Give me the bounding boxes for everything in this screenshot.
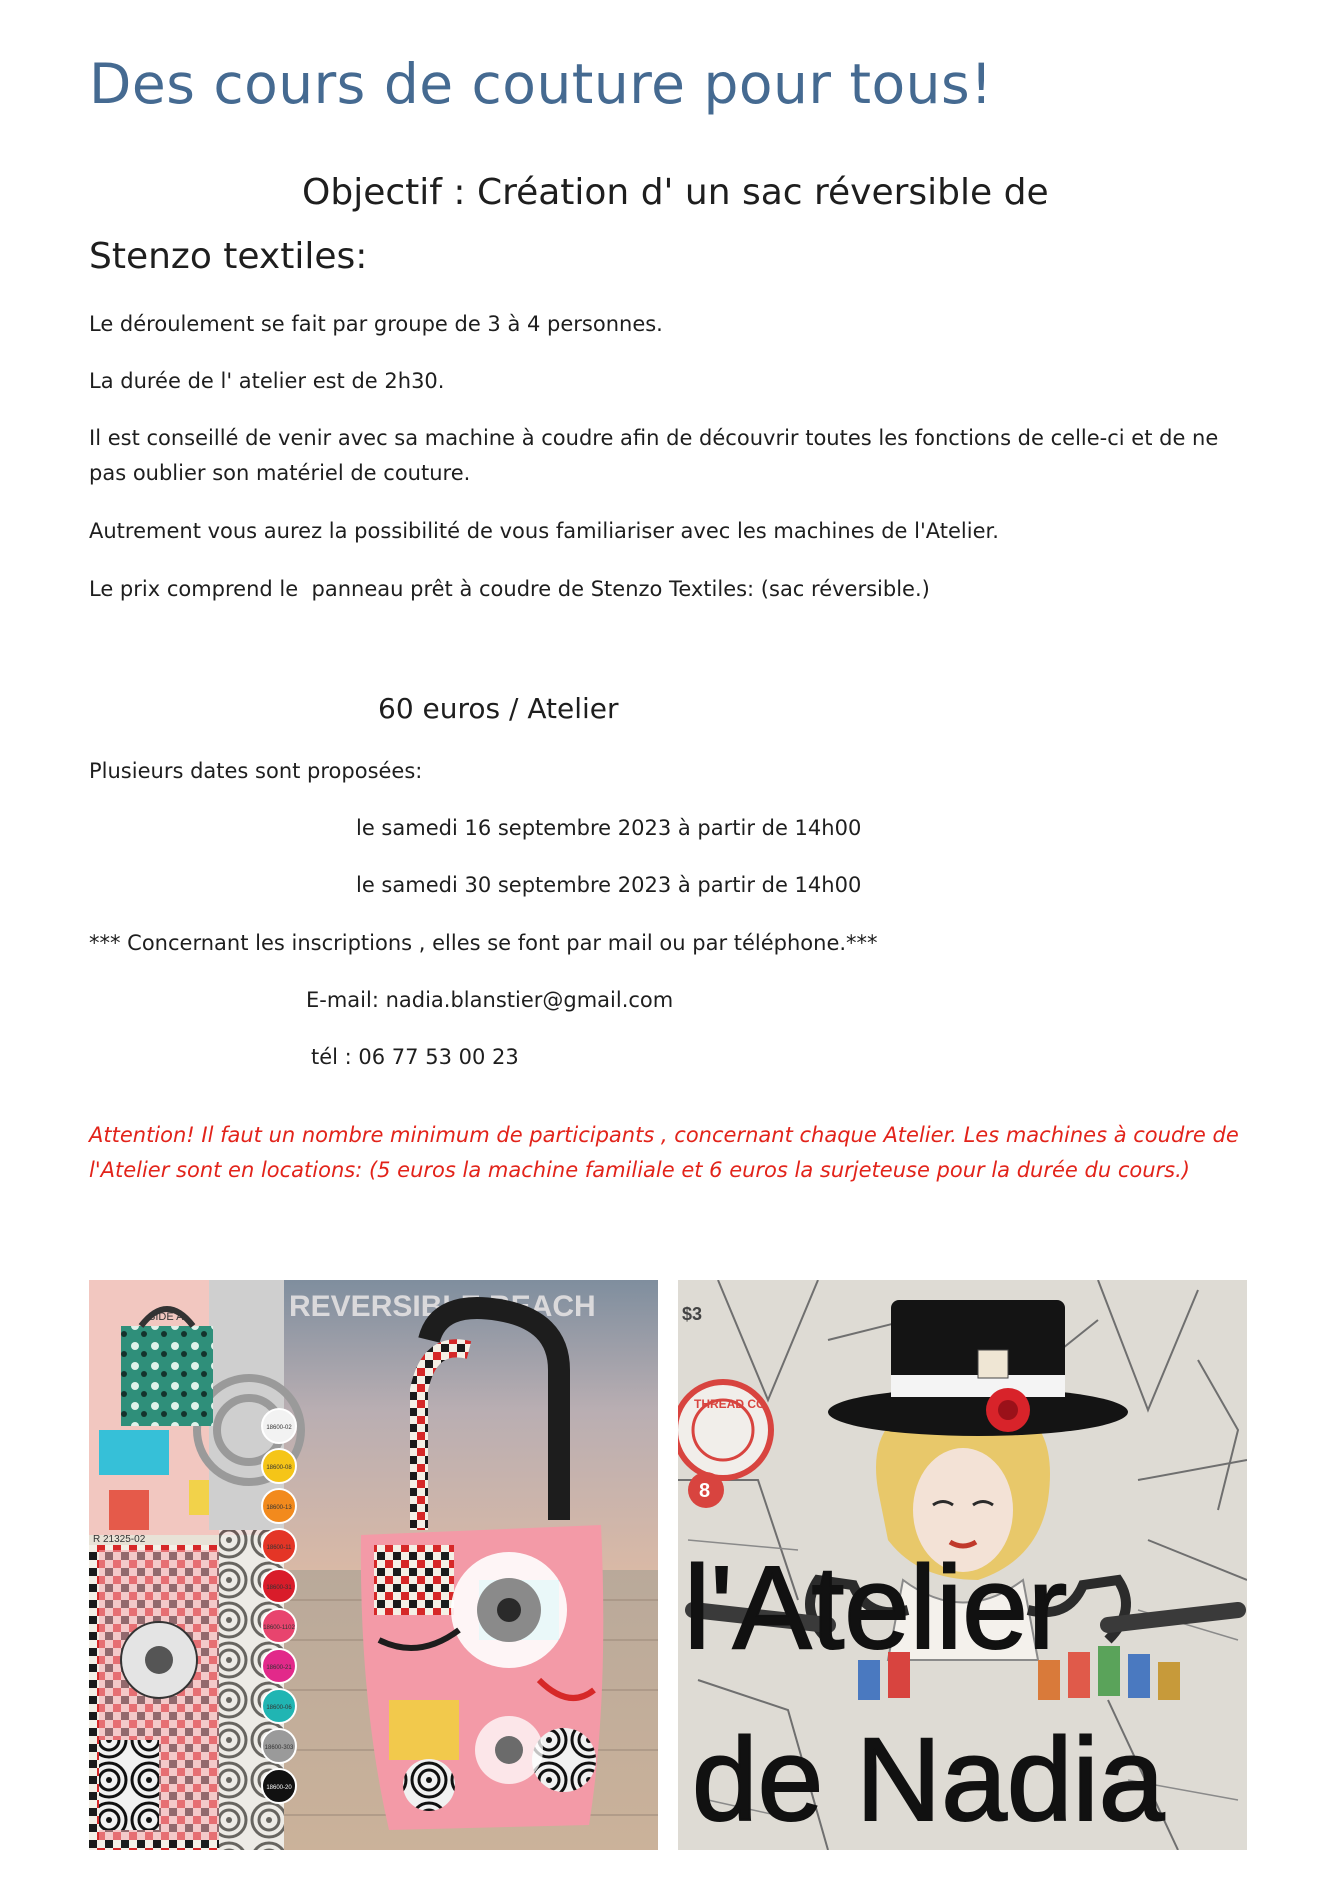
date-item: le samedi 16 septembre 2023 à partir de 14h00 bbox=[356, 816, 862, 840]
dates-intro: Plusieurs dates sont proposées: bbox=[89, 759, 423, 783]
stamp-number: 8 bbox=[699, 1480, 711, 1502]
stamp-text: THREAD CO bbox=[694, 1397, 766, 1411]
atelier-logo-image bbox=[678, 1280, 1247, 1850]
warning-note: Attention! Il faut un nombre minimum de participants , concernant chaque Atelier. Les machines à coudre de l'Atelier sont en locations: (5 euros la machine familiale et 6 euros la surjeteuse pour la durée du cours.) bbox=[89, 1123, 1239, 1182]
page-title: Des cours de couture pour tous! bbox=[89, 52, 993, 116]
atelier-logo-illustration bbox=[678, 1280, 1247, 1850]
paragraph-duration: La durée de l' atelier est de 2h30. bbox=[89, 369, 445, 393]
color-swatch-code: 18600-06 bbox=[266, 1705, 292, 1711]
logo-line1: l'Atelier bbox=[684, 1542, 1068, 1674]
color-swatch-code: 18600-13 bbox=[266, 1505, 292, 1511]
color-swatch-code: 18600-303 bbox=[264, 1745, 294, 1751]
bag-illustration bbox=[89, 1280, 658, 1850]
color-swatch-code: 18600-1102 bbox=[263, 1625, 295, 1631]
tag-price: $3 bbox=[682, 1304, 703, 1324]
color-swatch-code: 18600-11 bbox=[266, 1545, 292, 1551]
color-swatch-code: 18600-08 bbox=[266, 1465, 292, 1471]
paragraph-price-includes: Le prix comprend le panneau prêt à coudre de Stenzo Textiles: (sac réversible.) bbox=[89, 577, 930, 601]
price-label: 60 euros / Atelier bbox=[378, 692, 619, 725]
paragraph-familiarize: Autrement vous aurez la possibilité de vous familiariser avec les machines de l'Atelier. bbox=[89, 519, 999, 543]
color-swatch-code: 18600-31 bbox=[266, 1585, 292, 1591]
logo-line2: de Nadia bbox=[692, 1714, 1165, 1846]
email-contact[interactable]: E-mail: nadia.blanstier@gmail.com bbox=[306, 988, 674, 1012]
banner-text: REVERSIBLE BEACH bbox=[289, 1290, 596, 1323]
date-item: le samedi 30 septembre 2023 à partir de 14h00 bbox=[356, 873, 862, 897]
paragraph-machine-advice: Il est conseillé de venir avec sa machine à coudre afin de découvrir toutes les fonctions de celle-ci et de ne pas oublier son matériel de couture. bbox=[89, 426, 1219, 485]
color-swatch-code: 18600-20 bbox=[266, 1785, 292, 1791]
paragraph-group-size: Le déroulement se fait par groupe de 3 à 4 personnes. bbox=[89, 312, 663, 336]
color-swatch-code: 18600-21 bbox=[266, 1665, 292, 1671]
registration-note: *** Concernant les inscriptions , elles se font par mail ou par téléphone.*** bbox=[89, 931, 878, 955]
color-swatch-code: 18600-02 bbox=[266, 1425, 292, 1431]
ref-label: R 21325-02 bbox=[93, 1534, 146, 1545]
side-label: SIDE A bbox=[148, 1311, 184, 1323]
objective-heading-line1: Objectif : Création d' un sac réversible de bbox=[302, 172, 1049, 213]
phone-contact[interactable]: tél : 06 77 53 00 23 bbox=[311, 1045, 519, 1069]
bag-product-image bbox=[89, 1280, 658, 1850]
objective-heading-line2: Stenzo textiles: bbox=[89, 236, 368, 277]
